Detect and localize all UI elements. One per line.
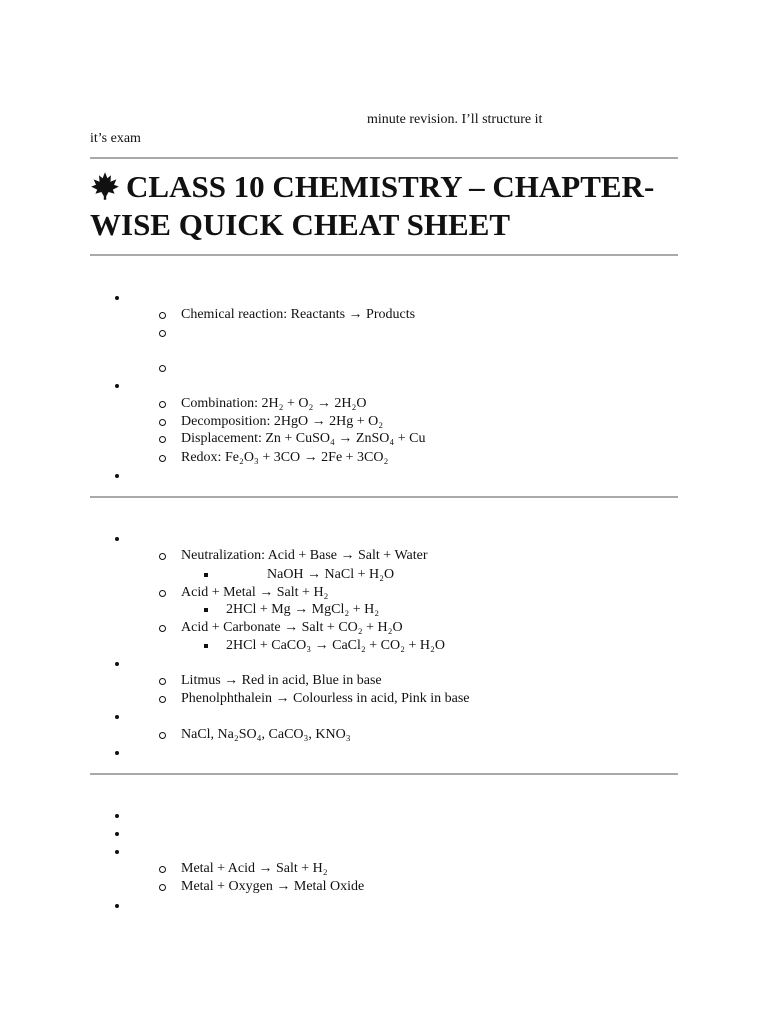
- maple-leaf-icon: [90, 171, 120, 201]
- sub-bullet: [159, 678, 166, 685]
- divider-section-2: [90, 773, 678, 775]
- bullet-point: [115, 904, 119, 908]
- sub-bullet: [159, 696, 166, 703]
- sub-bullet: [159, 419, 166, 426]
- divider-section-1: [90, 496, 678, 498]
- page-title: [90, 168, 690, 244]
- bullet-point: [115, 715, 119, 719]
- sub-bullet: [159, 455, 166, 462]
- bullet-point: [115, 474, 119, 478]
- list-item: NaOH → NaCl + H₂O: [267, 567, 395, 582]
- bullet-point: [115, 850, 119, 854]
- list-item: Metal + Acid → Salt + H₂: [181, 861, 328, 876]
- list-item: Chemical reaction: Reactants → Products: [181, 307, 416, 322]
- divider-top: [90, 157, 678, 159]
- sub-sub-bullet: [204, 608, 208, 612]
- sub-bullet: [159, 866, 166, 873]
- list-item: 2HCl + Mg → MgCl₂ + H₂: [226, 602, 380, 617]
- sub-bullet: [159, 312, 166, 319]
- list-item: Displacement: Zn + CuSO₄ → ZnSO₄ + Cu: [181, 431, 426, 446]
- list-item: Neutralization: Acid + Base → Salt + Water: [181, 548, 428, 563]
- page-title-line-2: WISE QUICK CHEAT SHEET: [90, 207, 511, 242]
- sub-bullet: [159, 625, 166, 632]
- list-item: Redox: Fe₂O₃ + 3CO → 2Fe + 3CO₂: [181, 450, 389, 465]
- bullet-point: [115, 537, 119, 541]
- sub-bullet: [159, 436, 166, 443]
- list-item: 2HCl + CaCO₃ → CaCl₂ + CO₂ + H₂O: [226, 638, 445, 653]
- list-item: Acid + Metal → Salt + H₂: [181, 585, 329, 600]
- intro-line-1: minute revision. I’ll structure it: [367, 112, 543, 127]
- sub-bullet: [159, 732, 166, 739]
- list-item: Metal + Oxygen → Metal Oxide: [181, 879, 365, 894]
- bullet-point: [115, 384, 119, 388]
- sub-bullet: [159, 330, 166, 337]
- bullet-point: [115, 751, 119, 755]
- bullet-point: [115, 814, 119, 818]
- sub-bullet: [159, 590, 166, 597]
- page-title-line-1: CLASS 10 CHEMISTRY – CHAPTER-: [126, 169, 655, 204]
- bullet-point: [115, 296, 119, 300]
- sub-bullet: [159, 365, 166, 372]
- list-item: Combination: 2H₂ + O₂ → 2H₂O: [181, 396, 367, 411]
- list-item: NaCl, Na₂SO₄, CaCO₃, KNO₃: [181, 727, 351, 742]
- bullet-point: [115, 832, 119, 836]
- sub-sub-bullet: [204, 644, 208, 648]
- list-item: Litmus → Red in acid, Blue in base: [181, 673, 382, 688]
- sub-sub-bullet: [204, 573, 208, 577]
- divider-title: [90, 254, 678, 256]
- list-item: Phenolphthalein → Colourless in acid, Pink in base: [181, 691, 470, 706]
- bullet-point: [115, 662, 119, 666]
- sub-bullet: [159, 401, 166, 408]
- list-item: Acid + Carbonate → Salt + CO₂ + H₂O: [181, 620, 403, 635]
- sub-bullet: [159, 884, 166, 891]
- sub-bullet: [159, 553, 166, 560]
- list-item: Decomposition: 2HgO → 2Hg + O₂: [181, 414, 384, 429]
- intro-line-2: it’s exam: [90, 131, 141, 146]
